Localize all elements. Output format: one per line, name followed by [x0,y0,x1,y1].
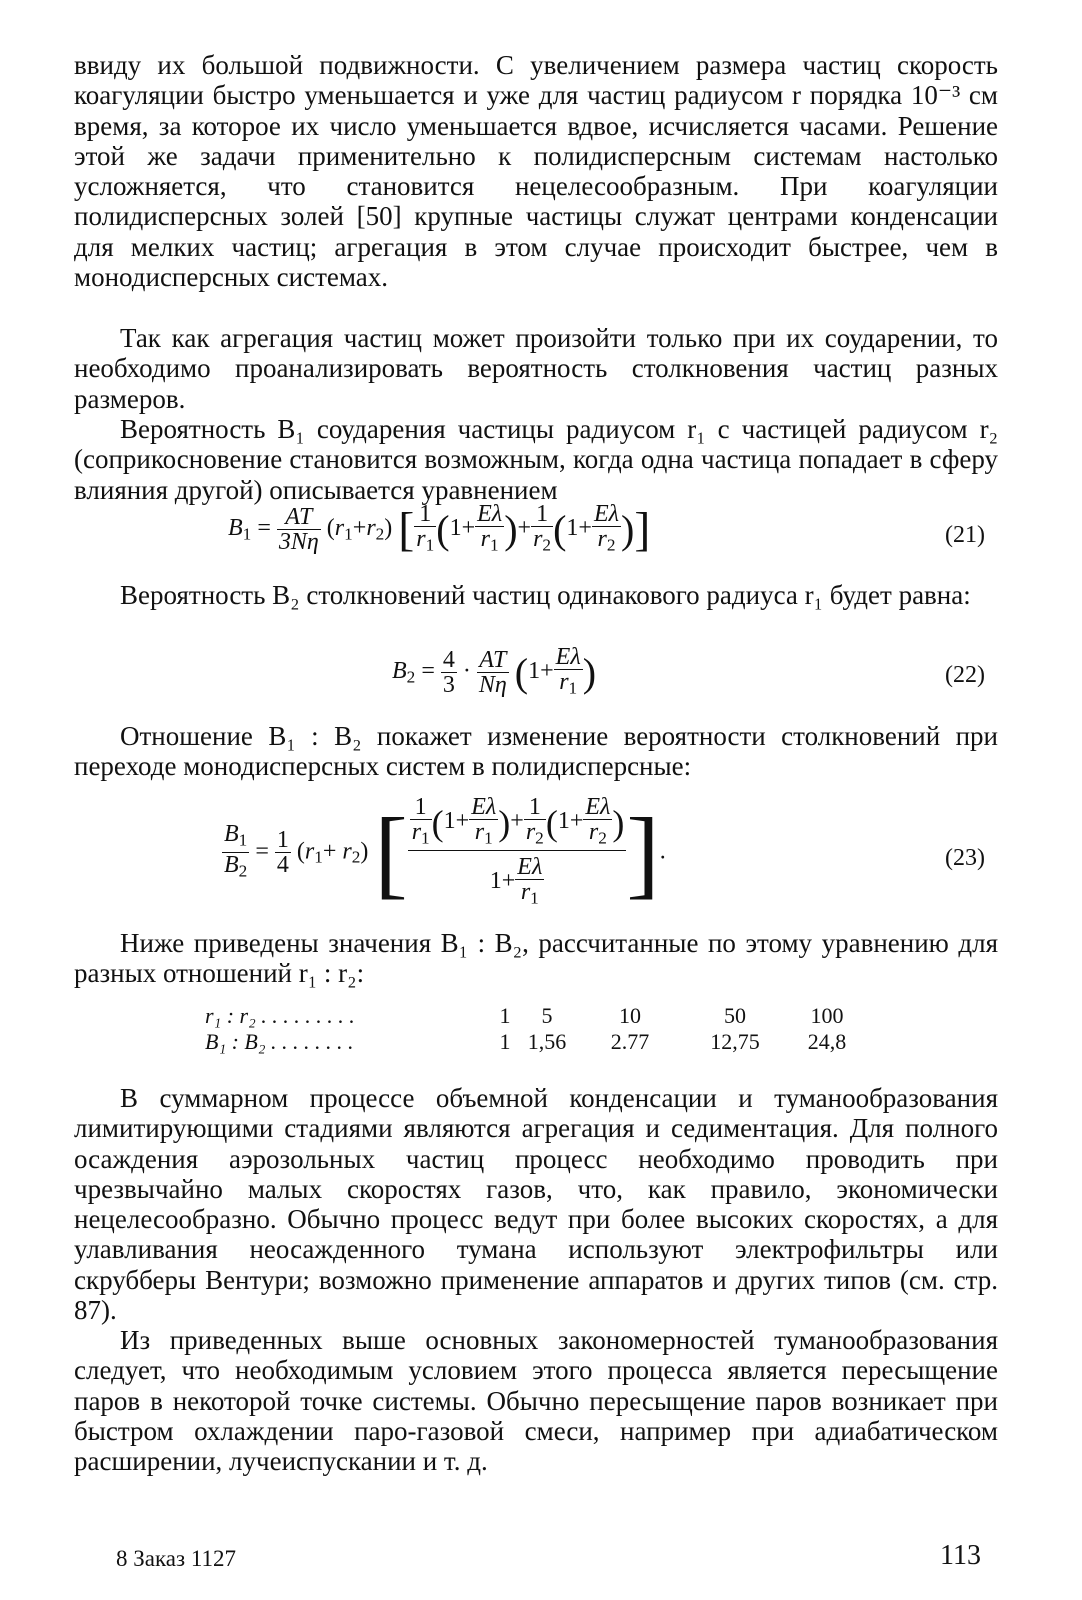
paragraph-5: Отношение B₁ : B₂ покажет изменение вероятности столкновений при переходе монодисперсных систем в полидисперсные: [74,721,998,782]
table-cell: 1,56 [527,1029,567,1054]
equation-23-number: (23) [945,845,985,871]
equation-22: $B_2$ = $\frac{4}{3}$ · $\frac{AT}{N\eta}$ (1+ $\frac{E\lambda}{r_1}$ ) [392,644,597,699]
table-cell: 1 [499,1029,511,1054]
paragraph-3: Вероятность B₁ соударения частицы радиусом r₁ с частицей радиусом r₂ (соприкосновение становится возможным, когда одна частица попадает в сферу влияния другой) описывается уравнением [74,414,998,505]
table-row-1-label: r₁ : r₂ . . . . . . . . . [205,1003,355,1028]
equation-21: $B_1$ = $\frac{AT}{3N\eta}$ $(r_1+r_2)$ [ $\frac{1}{r_1}$ (1+ $\frac{E\lambda}{r_1}$ )+ $\frac{1}{r_2}$ (1+ $\frac{E\lambda}{r_2}$ )] [228,501,651,557]
equation-23: $\frac{B_1}{B_2}$ = $\frac{1}{4}$ $(r_1+ r_2)$ [ $\frac{1}{r_1}$ (1+ $\frac{E\lambda}{r_1}$ )+ $\frac{1}{r_2}$ (1+ $\frac{E\lambda}{r_2}$ ) 1+ $\frac{E\lambda}{r_1}$ ]. [224,794,666,908]
table-cell: 12,75 [710,1029,760,1054]
table-cell: 5 [541,1003,553,1028]
table-cell: 24,8 [807,1029,847,1054]
printer-signature: 8 Заказ 1127 [116,1546,236,1571]
table-cell: 50 [724,1003,746,1028]
paragraph-8: Из приведенных выше основных закономерностей туманообразования следует, что необходимым условием этого процесса является пересыщение паров в некоторой точке системы. Обычно пересыщение паров возникает при быстром охлаждении паро-газовой смеси, например при адиабатическом расширении, лучеиспускании и т. д. [74,1325,998,1477]
paragraph-7: В суммарном процессе объемной конденсации и туманообразования лимитирующими стадиями являются агрегация и седиментация. Для полного осаждения аэрозольных частиц процесс необходимо проводить при чрезвычайно малых скоростях газов, что, как правило, экономически нецелесообразно. Обычно процесс ведут при более высоких скоростях, а для улавливания неосажденного тумана используют электрофильтры или скрубберы Вентури; возможно применение аппаратов и других типов (см. стр. 87). [74,1083,998,1326]
paragraph-4: Вероятность B₂ столкновений частиц одинакового радиуса r₁ будет равна: [120,580,971,610]
table-row-2-label: B₁ : B₂ . . . . . . . . [205,1029,354,1054]
paragraph-2: Так как агрегация частиц может произойти только при их соударении, то необходимо проанализировать вероятность столкновения частиц разных размеров. [74,323,998,414]
paragraph-6: Ниже приведены значения B₁ : B₂, рассчитанные по этому уравнению для разных отношений r₁ : r₂: [74,928,998,989]
values-table [205,1003,885,1063]
table-cell: 1 [499,1003,511,1028]
paragraph-1: ввиду их большой подвижности. С увеличением размера частиц скорость коагуляции быстро уменьшается и уже для частиц радиусом r порядка 10⁻³ см время, за которое их число уменьшается вдвое, исчисляется часами. Решение этой же задачи применительно к полидисперсным системам настолько усложняется, что становится нецелесообразным. При коагуляции полидисперсных золей [50] крупные частицы служат центрами конденсации для мелких частиц; агрегация в этом случае происходит быстрее, чем в монодисперсных системах. [74,50,998,293]
page-number: 113 [940,1540,981,1571]
equation-22-number: (22) [945,662,985,688]
table-cell: 100 [810,1003,844,1028]
table-cell: 2.77 [610,1029,650,1054]
equation-21-number: (21) [945,522,985,548]
table-cell: 10 [619,1003,641,1028]
